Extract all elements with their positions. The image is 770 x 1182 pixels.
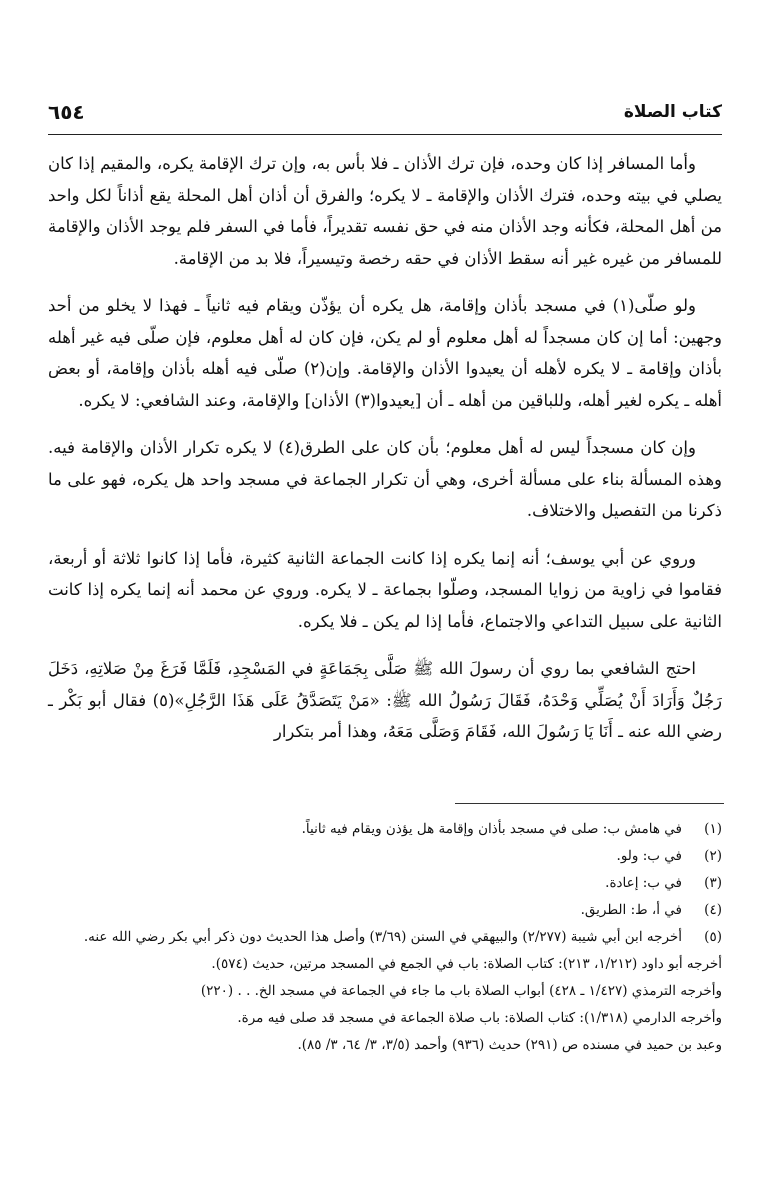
- footnote-continuation-line: وعبد بن حميد في مسنده ص (٢٩١) حديث (٩٣٦) وأحمد (٣/٥، ٣/ ٦٤، ٣/ ٨٥).: [297, 1037, 722, 1053]
- footnote-continuation-line: أخرجه أبو داود (١/٢١٢، ٢١٣): كتاب الصلاة: باب في الجمع في المسجد مرتين، حديث (٥٧٤).: [211, 956, 722, 972]
- footnote-number: (٤): [704, 902, 722, 918]
- footnote-text: أخرجه ابن أبي شيبة (٢/٢٧٧) والبيهقي في السنن (٣/٦٩) وأصل هذا الحديث دون ذكر أبي بكر رضي الله عنه.: [83, 929, 682, 945]
- footnote-number: (٣): [704, 875, 722, 891]
- paragraph-traveler: وأما المسافر إذا كان وحده، فإن ترك الأذان ـ فلا بأس به، وإن ترك الإقامة يكره، والمقيم إذا كان يصلي في بيته وحده، فترك الأذان والإقامة ـ لا يكره؛ والفرق أن أذان أهل المحلة يقع أذاناً لكل واحد من أهل المحلة، فكأنه وجد الأذان منه في حق نفسه تقديراً، فأما في السفر فلم يوجد الأذان والإقامة للمسافر من غيره غير أنه سقط الأذان في حقه رخصة وتيسيراً، فلا بد من الإقامة.: [48, 154, 722, 268]
- footnote-number: (٥): [704, 929, 722, 945]
- footnote-text: في أ، ط: الطريق.: [580, 902, 682, 918]
- paragraph-shafii-argument: احتج الشافعي بما روي أن رسولَ الله ﷺ صَلَّى بِجَمَاعَةٍ في المَسْجِدِ، فَلَمَّا فَرَغَ مِنْ صَلاتِهِ، دَخَلَ رَجُلٌ وَأَرَادَ أَنْ يُصَلِّي وَحْدَهُ، فَقَالَ رَسُولُ الله ﷺ: «مَنْ يَتَصَدَّقُ عَلَى هَذَا الرَّجُلِ»(٥) فقال أبو بَكْر ـ رضي الله عنه ـ أَنَا يَا رَسُولَ الله، فَقَامَ وَصَلَّى مَعَهُ، وهذا أمر بتكرار: [48, 659, 722, 741]
- footnote-text: في ب: إعادة.: [605, 875, 682, 891]
- footnote-continuation-line: وأخرجه الدارمي (١/٣١٨): كتاب الصلاة: باب صلاة الجماعة في مسجد قد صلى فيه مرة.: [237, 1010, 722, 1026]
- footnote-text: في هامش ب: صلى في مسجد بأذان وإقامة هل يؤذن ويقام فيه ثانياً.: [301, 821, 682, 837]
- footnote: [48, 897, 722, 924]
- footnote: [48, 816, 722, 843]
- footnote-number: (٢): [704, 848, 722, 864]
- paragraph-repeat-adhan: ولو صلّى(١) في مسجد بأذان وإقامة، هل يكره أن يؤذّن ويقام فيه ثانياً ـ فهذا لا يخلو من أحد وجهين: أما إن كان مسجداً له أهل معلوم أو لم يكن، فإن كان له أهل معلوم، فإن صلّى فيه غير أهله بأذان وإقامة ـ لا يكره لأهله أن يعيدوا الأذان والإقامة. وإن(٢) صلّى فيه أهله بأذان وإقامة، أو بعض أهله ـ يكره لغير أهله، وللباقين من أهله ـ أن [يعيدوا(٣) الأذان] والإقامة، وعند الشافعي: لا يكره.: [48, 296, 722, 410]
- chapter-title: كتاب الصلاة: [623, 102, 722, 122]
- footnote: [48, 843, 722, 870]
- footnote: [48, 870, 722, 897]
- main-text: [48, 148, 722, 764]
- paragraph-abu-yusuf: وروي عن أبي يوسف؛ أنه إنما يكره إذا كانت الجماعة الثانية كثيرة، فأما إذا كانوا ثلاثة أو أربعة، فقاموا في زاوية من زوايا المسجد، وصلّوا بجماعة ـ لا يكره. وروي عن محمد أنه إنما يكره إذا كانت الثانية على سبيل التداعي والاجتماع، فأما إذا لم يكن ـ فلا يكره.: [48, 548, 722, 631]
- page-header: [48, 96, 722, 136]
- header-divider: [48, 134, 722, 135]
- page-number: ٦٥٤: [48, 100, 85, 124]
- footnotes: [48, 816, 722, 1059]
- footnote-divider: [455, 803, 724, 804]
- footnote-number: (١): [704, 821, 722, 837]
- paragraph-roadside-mosque: وإن كان مسجداً ليس له أهل معلوم؛ بأن كان على الطرق(٤) لا يكره تكرار الأذان والإقامة فيه. وهذه المسألة بناء على مسألة أخرى، وهي أن تكرار الجماعة في مسجد واحد هل يكره، فهو على ما ذكرنا من التفصيل والاختلاف.: [48, 438, 722, 520]
- footnote-text: في ب: ولو.: [616, 848, 682, 864]
- footnote: [48, 924, 722, 951]
- footnote-continuation-line: وأخرجه الترمذي (١/٤٢٧ ـ ٤٢٨) أبواب الصلاة باب ما جاء في الجماعة في مسجد الخ. . . (٢٢٠): [200, 983, 722, 999]
